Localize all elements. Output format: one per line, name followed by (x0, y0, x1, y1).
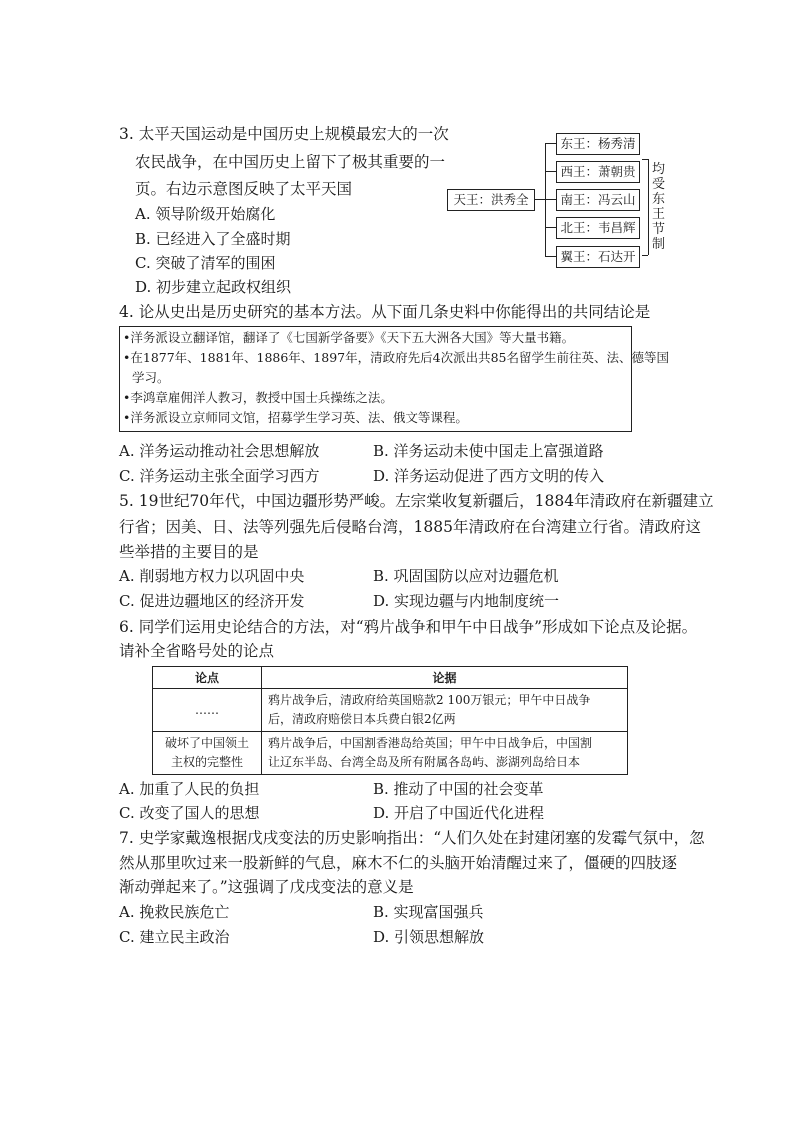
q7-stem-line-2: 然从那里吹过来一股新鲜的气息，麻木不仁的头脑开始清醒过来了，僵硬的四肢逐 (119, 854, 678, 872)
point-line: 破坏了中国领土 (164, 736, 249, 750)
diagram-connector (545, 171, 556, 172)
q7-option-a[interactable]: A. 挽救民族危亡 (119, 903, 230, 921)
diagram-king-north: 北王：韦昌辉 (556, 217, 640, 239)
q4-material-1: •洋务派设立翻译馆，翻译了《七国新学备要》《天下五大洲各大国》等大量书籍。 (123, 330, 575, 345)
q3-option-a[interactable]: A. 领导阶级开始腐化 (135, 205, 276, 223)
diagram-connector (535, 199, 545, 200)
q4-material-box (119, 326, 669, 432)
evidence-line: 鸦片战争后，中国割香港岛给英国；甲午中日战争后，中国割 (268, 736, 593, 750)
q5-stem-line-3: 些举措的主要目的是 (119, 543, 259, 561)
table-cell-point (153, 732, 262, 775)
q5-stem-line-2: 行省；因美、日、法等列强先后侵略台湾，1885年清政府在台湾建立行省。清政府这 (119, 518, 701, 536)
q6-stem-line-1: 6. 同学们运用史论结合的方法，对“鸦片战争和甲午中日战争”形成如下论点及论据。 (119, 618, 698, 636)
q6-option-b[interactable]: B. 推动了中国的社会变革 (373, 780, 544, 798)
diagram-connector (545, 143, 556, 144)
q6-table (152, 666, 628, 775)
q5-option-b[interactable]: B. 巩固国防以应对边疆危机 (373, 567, 559, 585)
evidence-line: 后，清政府赔偿日本兵费白银2亿两 (268, 712, 456, 726)
q4-option-a[interactable]: A. 洋务运动推动社会思想解放 (119, 442, 320, 460)
diagram-king-east: 东王：杨秀清 (556, 133, 640, 155)
q6-stem-line-2: 请补全省略号处的论点 (119, 642, 275, 660)
diagram-connector (545, 227, 556, 228)
diagram-connector (642, 255, 648, 256)
diagram-root-box: 天王：洪秀全 (447, 189, 535, 211)
q5-stem-line-1: 5. 19世纪70年代，中国边疆形势严峻。左宗棠收复新疆后，1884年清政府在新疆建立 (119, 492, 714, 510)
q4-material-4: •洋务派设立京师同文馆，招募学生学习英、法、俄文等课程。 (123, 410, 468, 425)
q7-stem-line-1: 7. 史学家戴逸根据戊戌变法的历史影响指出：“人们久处在封建闭塞的发霉气氛中，忽 (119, 829, 705, 847)
table-row (153, 732, 628, 775)
table-cell-evidence (262, 689, 628, 732)
q3-option-b[interactable]: B. 已经进入了全盛时期 (135, 230, 291, 248)
diagram-king-yi: 翼王：石达开 (556, 246, 640, 268)
q4-option-b[interactable]: B. 洋务运动未使中国走上富强道路 (373, 442, 604, 460)
diagram-connector (545, 256, 556, 257)
diagram-connector (545, 199, 556, 200)
table-header-point: 论点 (153, 667, 262, 689)
q7-option-b[interactable]: B. 实现富国强兵 (373, 903, 484, 921)
diagram-bracket (545, 143, 546, 257)
diagram-king-south: 南王：冯云山 (556, 189, 640, 211)
table-row (153, 689, 628, 732)
q6-option-c[interactable]: C. 改变了国人的思想 (119, 804, 260, 822)
q7-option-d[interactable]: D. 引领思想解放 (373, 928, 485, 946)
evidence-line: 让辽东半岛、台湾全岛及所有附属各岛屿、澎湖列岛给日本 (268, 755, 581, 769)
q4-option-d[interactable]: D. 洋务运动促进了西方文明的传入 (373, 467, 605, 485)
q6-option-a[interactable]: A. 加重了人民的负担 (119, 780, 260, 798)
q4-stem: 4. 论从史出是历史研究的基本方法。从下面几条史料中你能得出的共同结论是 (119, 303, 651, 321)
q4-material-2: •在1877年、1881年、1886年、1897年，清政府先后4次派出共85名留学生前往英、法、德等国 (123, 350, 669, 365)
q7-option-c[interactable]: C. 建立民主政治 (119, 928, 230, 946)
q3-option-c[interactable]: C. 突破了清军的围困 (135, 254, 276, 272)
table-cell-evidence (262, 732, 628, 775)
table-header-evidence: 论据 (262, 667, 628, 689)
table-header-row (153, 667, 628, 689)
q4-material-2-cont: 学习。 (132, 370, 170, 385)
diagram-connector (642, 159, 648, 160)
q6-option-d[interactable]: D. 开启了中国近代化进程 (373, 804, 545, 822)
q3-stem-line-1: 3. 太平天国运动是中国历史上规模最宏大的一次 (119, 125, 449, 143)
q5-option-c[interactable]: C. 促进边疆地区的经济开发 (119, 592, 305, 610)
diagram-side-note: 均受东王节制 (652, 162, 666, 252)
evidence-line: 鸦片战争后，清政府给英国赔款2 100万银元；甲午中日战争 (268, 693, 591, 707)
diagram-king-west: 西王：萧朝贵 (556, 161, 640, 183)
table-cell-point: …… (153, 689, 262, 732)
q4-material-3: •李鸿章雇佣洋人教习，教授中国士兵操练之法。 (123, 390, 393, 405)
q3-option-d[interactable]: D. 初步建立起政权组织 (135, 278, 292, 296)
q5-option-a[interactable]: A. 削弱地方权力以巩固中央 (119, 567, 305, 585)
q3-stem-line-3: 页。右边示意图反映了太平天国 (135, 180, 353, 198)
point-line: 主权的完整性 (170, 755, 243, 769)
q7-stem-line-3: 渐动弹起来了。”这强调了戊戌变法的意义是 (119, 878, 414, 896)
q3-stem-line-2: 农民战争，在中国历史上留下了极其重要的一 (135, 153, 446, 171)
q4-option-c[interactable]: C. 洋务运动主张全面学习西方 (119, 467, 320, 485)
q5-option-d[interactable]: D. 实现边疆与内地制度统一 (373, 592, 560, 610)
diagram-side-bracket (648, 159, 649, 255)
